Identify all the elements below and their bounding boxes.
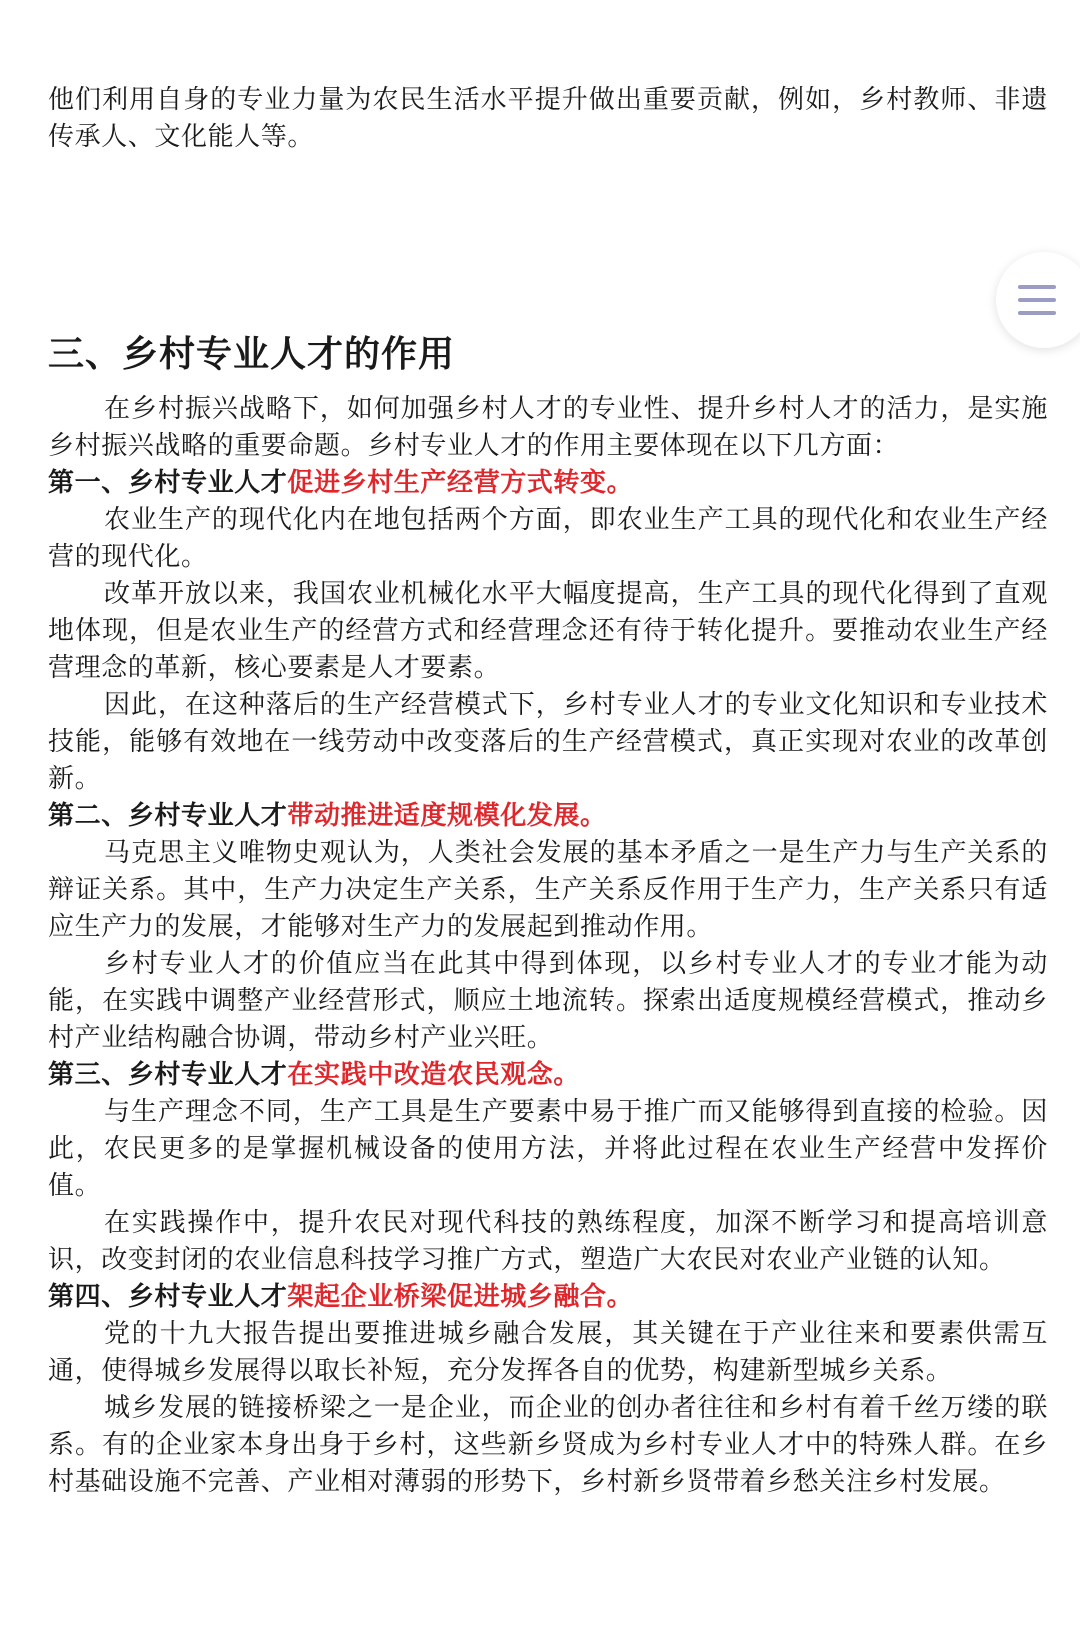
- section-title: 三、乡村专业人才的作用: [48, 334, 456, 375]
- point-paragraph: 马克思主义唯物史观认为，人类社会发展的基本矛盾之一是生产力与生产关系的辩证关系。其中，生产力决定生产关系，生产关系反作用于生产力，生产关系只有适应生产力的发展，才能够对生产力的发展起到推动作用。: [48, 838, 1048, 942]
- point-paragraph: 在实践操作中，提升农民对现代科技的熟练程度，加深不断学习和提高培训意识，改变封闭的农业信息科技学习推广方式，塑造广大农民对农业产业链的认知。: [48, 1208, 1048, 1275]
- point-3: [48, 1057, 1048, 1279]
- intro-paragraph: 他们利用自身的专业力量为农民生活水平提升做出重要贡献，例如，乡村教师、非遗传承人、文化能人等。: [48, 85, 1048, 152]
- article-body: [48, 82, 1048, 1501]
- point-highlight: 在实践中改造农民观念。: [287, 1060, 581, 1090]
- point-heading: [48, 465, 1048, 502]
- hamburger-menu-icon: [1018, 285, 1056, 315]
- point-highlight: 促进乡村生产经营方式转变。: [287, 468, 634, 498]
- point-paragraph: 与生产理念不同，生产工具是生产要素中易于推广而又能够得到直接的检验。因此，农民更多的是掌握机械设备的使用方法，并将此过程在农业生产经营中发挥价值。: [48, 1097, 1048, 1201]
- point-4: [48, 1279, 1048, 1501]
- point-highlight: 架起企业桥梁促进城乡融合。: [287, 1282, 634, 1312]
- point-prefix: 第二、乡村专业人才: [48, 801, 288, 831]
- point-prefix: 第三、乡村专业人才: [48, 1060, 288, 1090]
- point-paragraph: 农业生产的现代化内在地包括两个方面，即农业生产工具的现代化和农业生产经营的现代化。: [48, 505, 1048, 572]
- point-heading: [48, 1279, 1048, 1316]
- point-paragraph: 因此，在这种落后的生产经营模式下，乡村专业人才的专业文化知识和专业技术技能，能够有效地在一线劳动中改变落后的生产经营模式，真正实现对农业的改革创新。: [48, 690, 1048, 794]
- point-heading: [48, 1057, 1048, 1094]
- point-1: [48, 465, 1048, 798]
- section-lead-paragraph: 在乡村振兴战略下，如何加强乡村人才的专业性、提升乡村人才的活力，是实施乡村振兴战略的重要命题。乡村专业人才的作用主要体现在以下几方面：: [48, 394, 1048, 461]
- point-2: [48, 798, 1048, 1057]
- point-highlight: 带动推进适度规模化发展。: [287, 801, 607, 831]
- point-paragraph: 改革开放以来，我国农业机械化水平大幅度提高，生产工具的现代化得到了直观地体现，但是农业生产的经营方式和经营理念还有待于转化提升。要推动农业生产经营理念的革新，核心要素是人才要素。: [48, 579, 1048, 683]
- point-paragraph: 乡村专业人才的价值应当在此其中得到体现，以乡村专业人才的专业才能为动能，在实践中调整产业经营形式，顺应土地流转。探索出适度规模经营模式，推动乡村产业结构融合协调，带动乡村产业兴旺。: [48, 949, 1048, 1053]
- point-paragraph: 城乡发展的链接桥梁之一是企业，而企业的创办者往往和乡村有着千丝万缕的联系。有的企业家本身出身于乡村，这些新乡贤成为乡村专业人才中的特殊人群。在乡村基础设施不完善、产业相对薄弱的形势下，乡村新乡贤带着乡愁关注乡村发展。: [48, 1393, 1048, 1497]
- point-prefix: 第一、乡村专业人才: [48, 468, 288, 498]
- point-prefix: 第四、乡村专业人才: [48, 1282, 288, 1312]
- point-heading: [48, 798, 1048, 835]
- point-paragraph: 党的十九大报告提出要推进城乡融合发展，其关键在于产业往来和要素供需互通，使得城乡发展得以取长补短，充分发挥各自的优势，构建新型城乡关系。: [48, 1319, 1048, 1386]
